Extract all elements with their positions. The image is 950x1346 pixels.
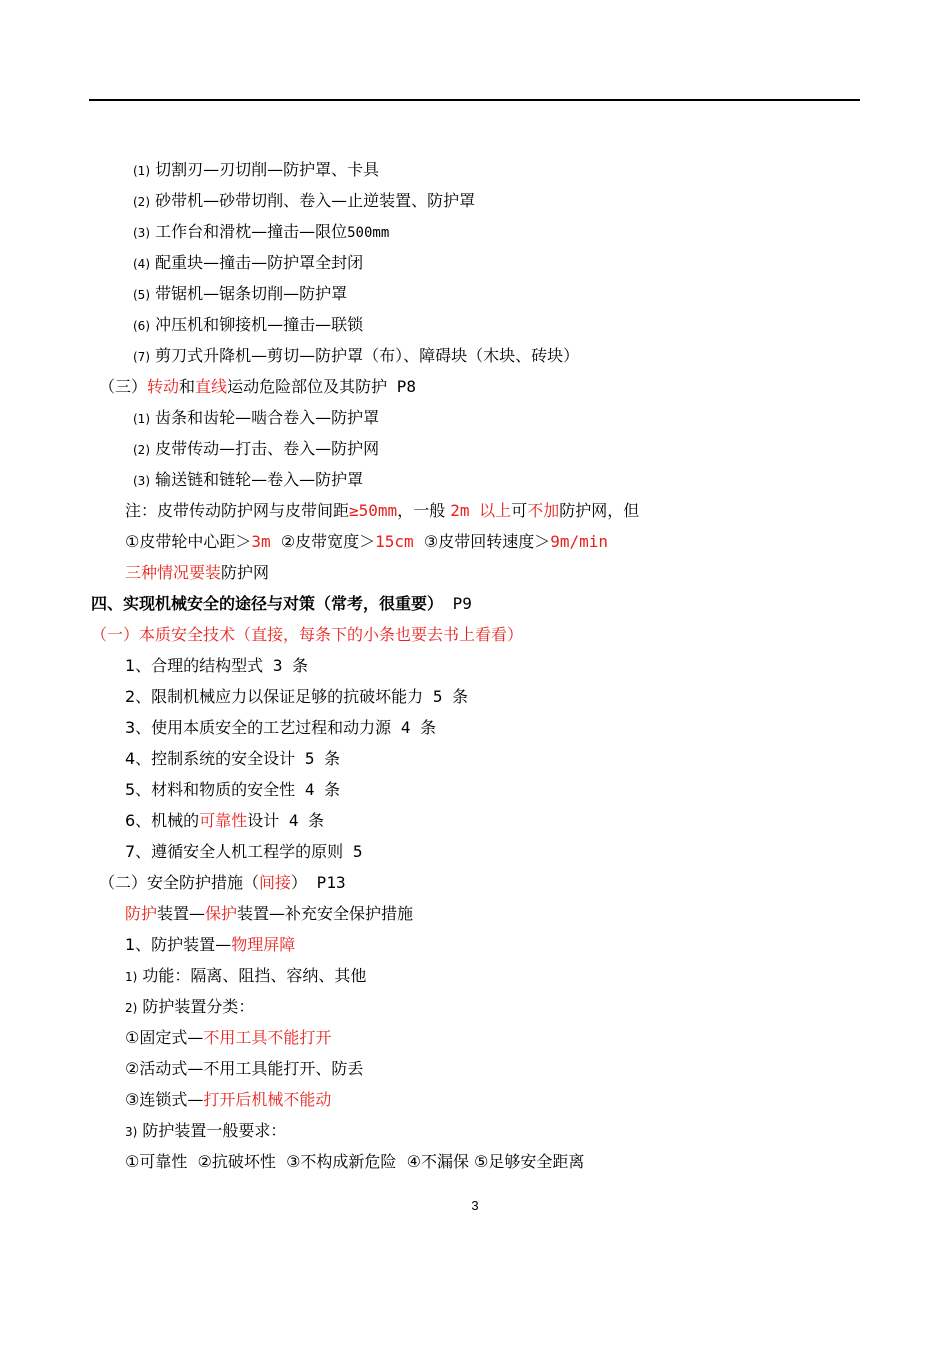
item-number: (3) — [133, 226, 150, 240]
item-number: (4) — [133, 257, 150, 271]
list-item: 4、控制系统的安全设计 5 条 — [125, 749, 341, 768]
list-item — [133, 222, 389, 243]
item-number: (5) — [133, 288, 150, 302]
list-item — [133, 284, 347, 305]
list-item — [133, 470, 363, 491]
item-text: 切割刃—刃切削—防护罩、卡具 — [155, 160, 380, 179]
device-line: 1、防护装置—物理屏障 — [125, 935, 296, 954]
item-text: 齿条和齿轮—啮合卷入—防护罩 — [155, 408, 380, 427]
movable-guard-line: ②活动式—不用工具能打开、防丢 — [125, 1059, 364, 1078]
item-text: 配重块—撞击—防护罩全封闭 — [155, 253, 364, 272]
item-number: (7) — [133, 350, 150, 364]
list-item — [133, 346, 579, 367]
item-text: 输送链和链轮—卷入—防护罩 — [155, 470, 364, 489]
list-item: 1、合理的结构型式 3 条 — [125, 656, 309, 675]
item-number: (1) — [133, 164, 150, 178]
subsection-heading: （二）安全防护措施（间接） P13 — [99, 873, 346, 892]
fixed-guard-line: ①固定式—不用工具不能打开 — [125, 1028, 332, 1047]
item-text: 工作台和滑枕—撞击—限位 — [155, 222, 348, 241]
subsection-heading: （一）本质安全技术（直接，每条下的小条也要去书上看看） — [91, 625, 524, 644]
page-number: 3 — [471, 1198, 479, 1213]
item-text: 皮带传动—打击、卷入—防护网 — [155, 439, 380, 458]
list-item — [133, 408, 379, 429]
list-item: 3、使用本质安全的工艺过程和动力源 4 条 — [125, 718, 437, 737]
requirements-list: ①可靠性 ②抗破坏性 ③不构成新危险 ④不漏保 ⑤足够安全距离 — [125, 1152, 585, 1171]
chain-line: 防护装置—保护装置—补充安全保护措施 — [125, 904, 414, 923]
item-text: 剪刀式升降机—剪切—防护罩（布）、障碍块（木块、砖块） — [155, 346, 580, 365]
interlock-guard-line: ③连锁式—打开后机械不能动 — [125, 1090, 332, 1109]
header-rule — [89, 99, 860, 101]
list-item — [133, 253, 363, 274]
item-number: (2) — [133, 195, 150, 209]
list-item — [133, 439, 379, 460]
note-text: 注：皮带传动防护网与皮带间距≥50mm，一般 2m 以上可不加防护网，但 — [125, 501, 640, 520]
list-item — [133, 160, 379, 181]
conclusion-line: 三种情况要装防护网 — [125, 563, 270, 582]
list-item: 2、限制机械应力以保证足够的抗破坏能力 5 条 — [125, 687, 469, 706]
list-item — [133, 191, 475, 212]
classify-line: 2) 防护装置分类： — [125, 997, 255, 1016]
item-number: (2) — [133, 443, 150, 457]
list-item: 7、遵循安全人机工程学的原则 5 — [125, 842, 363, 861]
item-text: 冲压机和铆接机—撞击—联锁 — [155, 315, 364, 334]
function-line: 1) 功能：隔离、阻挡、容纳、其他 — [125, 966, 367, 985]
list-item — [133, 315, 363, 336]
section-heading: （三）转动和直线运动危险部位及其防护 P8 — [99, 377, 416, 396]
conditions-line: ①皮带轮中心距＞3m ②皮带宽度＞15cm ③皮带回转速度＞9m/min — [125, 532, 609, 551]
list-item: 6、机械的可靠性设计 4 条 — [125, 811, 325, 830]
requirements-line: 3) 防护装置一般要求： — [125, 1121, 287, 1140]
item-number: (3) — [133, 474, 150, 488]
item-text: 砂带机—砂带切削、卷入—止逆装置、防护罩 — [155, 191, 476, 210]
item-extra: 500mm — [347, 225, 390, 241]
item-number: (6) — [133, 319, 150, 333]
list-item: 5、材料和物质的安全性 4 条 — [125, 780, 341, 799]
item-number: (1) — [133, 412, 150, 426]
section-heading: 四、实现机械安全的途径与对策（常考，很重要） P9 — [91, 594, 472, 613]
item-text: 带锯机—锯条切削—防护罩 — [155, 284, 348, 303]
